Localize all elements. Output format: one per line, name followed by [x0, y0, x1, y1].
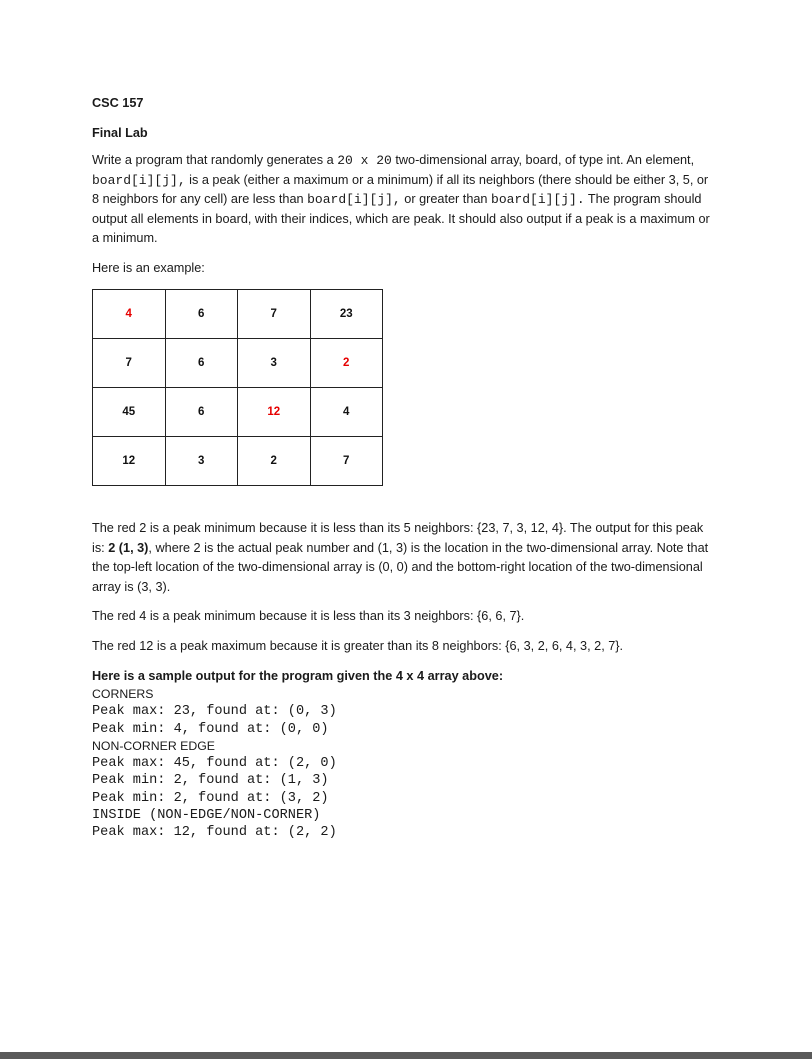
grid-cell: 23: [310, 290, 383, 339]
explanation-red-12: The red 12 is a peak maximum because it is greater than its 8 neighbors: {6, 3, 2, 6, 4, 3, 2, 7}.: [92, 639, 624, 653]
sample-output-heading: Here is a sample output for the program given the 4 x 4 array above:: [92, 669, 504, 683]
grid-row: [93, 437, 383, 486]
grid-cell: 7: [310, 437, 383, 486]
intro-code-board-element-2: board[i][j],: [307, 192, 401, 207]
grid-cell: 6: [165, 388, 238, 437]
grid-cell: 7: [93, 339, 166, 388]
course-code: CSC 157: [92, 96, 144, 110]
grid-cell: 45: [93, 388, 166, 437]
output-line: Peak max: 12, found at: (2, 2): [92, 825, 337, 841]
output-line: Peak min: 2, found at: (1, 3): [92, 773, 329, 789]
example-label: Here is an example:: [92, 261, 205, 275]
explanation-red-2: [92, 519, 717, 597]
grid-cell: 4: [310, 388, 383, 437]
grid-cell: 12: [238, 388, 311, 437]
output-line: Peak max: 23, found at: (0, 3): [92, 704, 337, 720]
lab-title: Final Lab: [92, 126, 148, 140]
grid-cell: 4: [93, 290, 166, 339]
grid-cell: 3: [165, 437, 238, 486]
explanation-red-4: The red 4 is a peak minimum because it is less than its 3 neighbors: {6, 6, 7}.: [92, 609, 525, 623]
output-line: Peak max: 45, found at: (2, 0): [92, 756, 337, 772]
intro-text-1: Write a program that randomly generates a: [92, 153, 338, 167]
viewer-bottom-scrollbar[interactable]: [0, 1052, 812, 1059]
example-array-grid: [92, 289, 383, 486]
explain1-text-1: The red 2 is a peak minimum because it is less than its 5 neighbors: {23, 7, 3, 12, 4}. The output for this peak is:: [92, 521, 704, 555]
sample-output-block: [92, 686, 337, 842]
grid-cell: 7: [238, 290, 311, 339]
explain1-text-2: , where 2 is the actual peak number and (1, 3) is the location in the two-dimensional array. Note that the top-left location of the two-dimensional array is (0, 0) and the bottom-right location of the two-dimensional array is (3, 3).: [92, 540, 709, 594]
explain1-bold-output: 2 (1, 3): [108, 540, 149, 555]
intro-text-2: two-dimensional array, board, of type int. An element,: [391, 153, 695, 167]
intro-text-5: The program should output all elements in board, with their indices, which are peak. It should also output if a peak is a maximum or a minimum.: [92, 192, 710, 245]
grid-cell: 12: [93, 437, 166, 486]
output-line: Peak min: 4, found at: (0, 0): [92, 721, 329, 737]
output-section-corners: CORNERS: [92, 687, 154, 701]
grid-row: [93, 290, 383, 339]
intro-code-board-element-3: board[i][j].: [491, 192, 585, 207]
output-line: Peak min: 2, found at: (3, 2): [92, 790, 329, 806]
grid-row: [93, 339, 383, 388]
grid-cell: 6: [165, 339, 238, 388]
intro-code-array-size: 20 x 20: [337, 153, 392, 168]
intro-text-4: or greater than: [400, 192, 492, 206]
grid-cell: 3: [238, 339, 311, 388]
grid-cell: 2: [238, 437, 311, 486]
intro-code-board-element: board[i][j],: [92, 172, 186, 188]
assignment-description: [92, 151, 717, 249]
grid-cell: 2: [310, 339, 383, 388]
grid-row: [93, 388, 383, 437]
output-section-inside: INSIDE (NON-EDGE/NON-CORNER): [92, 808, 321, 824]
output-section-edge: NON-CORNER EDGE: [92, 738, 215, 753]
grid-cell: 6: [165, 290, 238, 339]
intro-text-3: is a peak (either a maximum or a minimum) if all its neighbors (there should be either 3, 5, or 8 neighbors for any cell) are less than: [92, 172, 709, 206]
